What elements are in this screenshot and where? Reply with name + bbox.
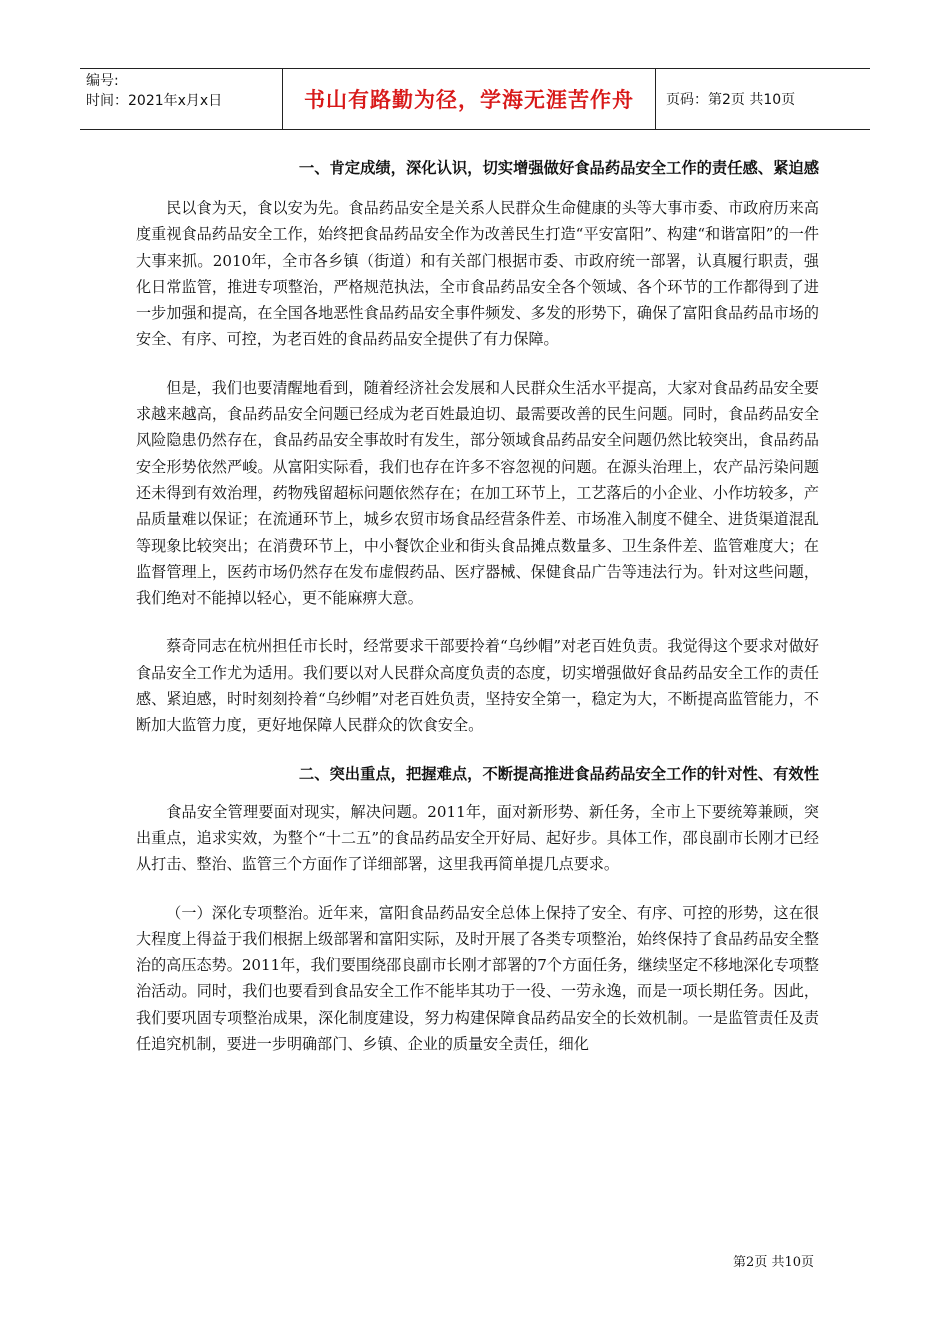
header-page-info: 页码：第2页 共10页 <box>666 92 796 108</box>
page-header <box>80 68 870 130</box>
paragraph: 蔡奇同志在杭州担任市长时，经常要求干部要拎着“乌纱帽”对老百姓负责。我觉得这个要求对做好食品安全工作尤为适用。我们要以对人民群众高度负责的态度，切实增强做好食品药品安全工作的责任感、紧迫感，时时刻刻拎着“乌纱帽”对老百姓负责，坚持安全第一，稳定为大，不断提高监管能力，不断加大监管力度，更好地保障人民群众的饮食安全。 <box>136 637 819 735</box>
paragraph: （一）深化专项整治。近年来，富阳食品药品安全总体上保持了安全、有序、可控的形势，这在很大程度上得益于我们根据上级部署和富阳实际，及时开展了各类专项整治，始终保持了食品药品安全整治的高压态势。2011年，我们要围绕邵良副市长刚才部署的7个方面任务，继续坚定不移地深化专项整治活动。同时，我们也要看到食品安全工作不能毕其功于一役、一劳永逸，而是一项长期任务。因此，我们要巩固专项整治成果，深化制度建设，努力构建保障食品药品安全的长效机制。一是监管责任及责任追究机制，要进一步明确部门、乡镇、企业的质量安全责任，细化 <box>136 903 819 1054</box>
document-date-label: 时间：2021年x月x日 <box>86 93 223 109</box>
section-heading-2: 二、突出重点，把握难点，不断提高推进食品药品安全工作的针对性、有效性 <box>298 764 819 783</box>
paragraph: 食品安全管理要面对现实，解决问题。2011年，面对新形势、新任务，全市上下要统筹兼顾，突出重点，追求实效，为整个“十二五”的食品药品安全开好局、起好步。具体工作，邵良副市长刚才已经从打击、整治、监管三个方面作了详细部署，这里我再简单提几点要求。 <box>136 802 819 874</box>
page-footer: 第2页 共10页 <box>733 1255 814 1270</box>
document-number-label: 编号: <box>86 73 119 89</box>
header-meta <box>80 69 283 129</box>
header-motto: 书山有路勤为径，学海无涯苦作舟 <box>283 69 656 129</box>
paragraph: 但是，我们也要清醒地看到，随着经济社会发展和人民群众生活水平提高，大家对食品药品安全要求越来越高，食品药品安全问题已经成为老百姓最迫切、最需要改善的民生问题。同时，食品药品安全风险隐患仍然存在，食品药品安全事故时有发生，部分领域食品药品安全问题仍然比较突出，食品药品安全形势依然严峻。从富阳实际看，我们也存在许多不容忽视的问题。在源头治理上，农产品污染问题还未得到有效治理，药物残留超标问题依然存在；在加工环节上，工艺落后的小企业、小作坊较多，产品质量难以保证；在流通环节上，城乡农贸市场食品经营条件差、市场准入制度不健全、进货渠道混乱等现象比较突出；在消费环节上，中小餐饮企业和街头食品摊点数量多、卫生条件差、监管难度大；在监督管理上，医药市场仍然存在发布虚假药品、医疗器械、保健食品广告等违法行为。针对这些问题，我们绝对不能掉以轻心，更不能麻痹大意。 <box>136 378 819 608</box>
paragraph: 民以食为天，食以安为先。食品药品安全是关系人民群众生命健康的头等大事市委、市政府历来高度重视食品药品安全工作，始终把食品药品安全作为改善民生打造“平安富阳”、构建“和谐富阳”的一件大事来抓。2010年，全市各乡镇（街道）和有关部门根据市委、市政府统一部署，认真履行职责，强化日常监管，推进专项整治，严格规范执法，全市食品药品安全各个领域、各个环节的工作都得到了进一步加强和提高，在全国各地恶性食品药品安全事件频发、多发的形势下，确保了富阳食品药品市场的安全、有序、可控，为老百姓的食品药品安全提供了有力保障。 <box>136 199 819 349</box>
section-heading-1: 一、肯定成绩，深化认识，切实增强做好食品药品安全工作的责任感、紧迫感 <box>298 159 819 177</box>
document-body <box>136 155 819 1079</box>
